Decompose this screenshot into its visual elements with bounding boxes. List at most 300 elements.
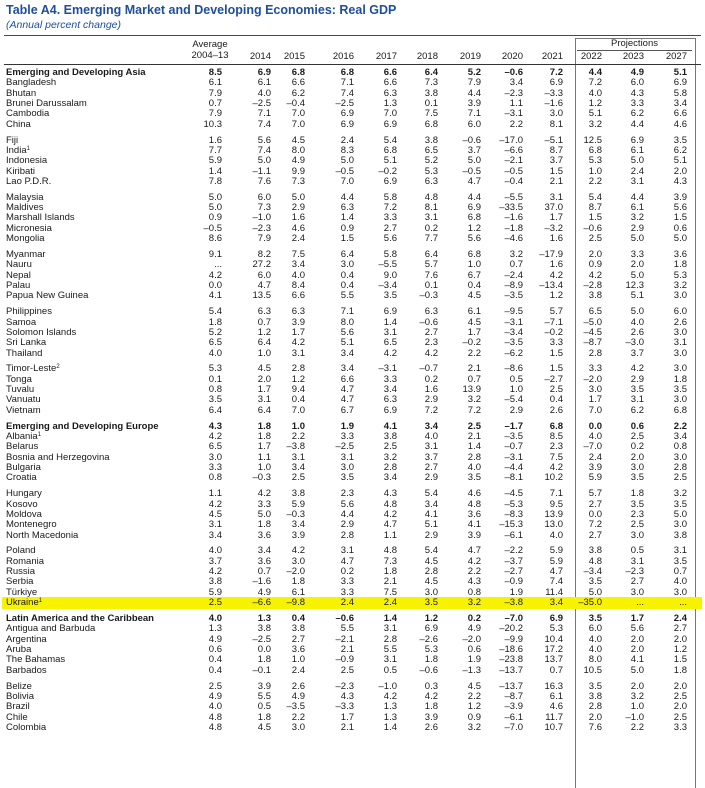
row-value: 0.4: [291, 613, 305, 624]
row-value: 4.5: [291, 134, 305, 146]
row-value: 8.7: [549, 144, 563, 156]
row-value: 3.6: [673, 249, 687, 260]
row-value: 10.5: [583, 664, 602, 676]
row-label: Fiji: [6, 134, 19, 146]
row-value: 5.0: [673, 508, 687, 520]
row-value: 0.9: [588, 259, 602, 271]
row-value: –2.4: [504, 269, 523, 281]
row-value: 2.7: [424, 462, 438, 474]
row-value: 12.5: [583, 134, 602, 146]
row-value: 1.1: [257, 451, 271, 463]
row-value: 5.1: [630, 290, 644, 302]
row-value: 4.4: [630, 191, 644, 203]
year-header-2018: 2018: [416, 51, 438, 62]
row-label: Sri Lanka: [6, 337, 47, 349]
row-value: 3.1: [673, 337, 687, 349]
row-value: 4.0: [257, 87, 271, 99]
row-value: 0.6: [208, 644, 222, 656]
row-value: 7.1: [549, 488, 563, 500]
row-value: 2.2: [630, 721, 644, 733]
row-value: –3.4: [504, 326, 523, 338]
row-label: Croatia: [6, 472, 37, 484]
row-value: 3.5: [673, 384, 687, 396]
header-rule: [4, 64, 701, 65]
row-value: –3.0: [625, 337, 644, 349]
table-row: [0, 120, 705, 130]
row-value: 5.2: [208, 326, 222, 338]
row-label: Albania$^1$: [6, 431, 42, 442]
row-value: 5.4: [383, 134, 397, 146]
row-label: Hungary: [6, 488, 42, 500]
row-value: 4.5: [467, 290, 481, 302]
row-value: 37.0: [544, 202, 563, 214]
row-value: –0.5: [203, 222, 222, 234]
row-value: 1.9: [467, 654, 481, 666]
row-value: 3.0: [630, 586, 644, 598]
row-label: Palau: [6, 280, 31, 292]
row-value: 6.9: [340, 108, 354, 120]
row-value: –8.7: [583, 337, 602, 349]
row-value: 9.5: [549, 498, 563, 510]
row-value: 0.3: [424, 680, 438, 692]
row-value: 7.9: [208, 108, 222, 120]
row-value: 5.4: [208, 306, 222, 318]
row-value: –0.6: [419, 316, 438, 328]
row-value: 4.2: [549, 269, 563, 281]
row-value: 5.8: [383, 191, 397, 203]
row-value: 2.0: [673, 633, 687, 645]
row-value: 3.2: [467, 597, 481, 609]
row-value: 3.3: [630, 98, 644, 110]
row-value: 4.0: [291, 269, 305, 281]
row-value: 4.4: [340, 508, 354, 520]
row-value: ...: [679, 597, 687, 609]
row-value: 2.0: [630, 259, 644, 271]
row-value: 10.2: [544, 472, 563, 484]
row-value: 4.7: [383, 519, 397, 531]
year-header-2021: 2021: [541, 51, 563, 62]
row-value: 6.8: [588, 144, 602, 156]
row-value: 4.5: [257, 721, 271, 733]
row-value: 4.3: [467, 576, 481, 588]
row-value: 16.3: [544, 680, 563, 692]
row-value: 4.2: [257, 488, 271, 500]
row-value: –8.9: [504, 280, 523, 292]
row-value: 7.0: [340, 175, 354, 187]
row-value: 4.0: [673, 576, 687, 588]
row-value: 6.3: [383, 394, 397, 406]
row-value: –0.7: [504, 441, 523, 453]
row-value: 4.8: [208, 721, 222, 733]
row-value: 7.1: [467, 108, 481, 120]
row-value: 0.6: [673, 222, 687, 234]
row-value: 2.7: [424, 326, 438, 338]
row-value: 2.3: [340, 488, 354, 500]
row-value: 7.6: [424, 269, 438, 281]
row-value: 7.2: [588, 519, 602, 531]
row-value: –18.6: [499, 644, 523, 656]
row-value: –1.8: [504, 222, 523, 234]
row-value: 4.5: [257, 363, 271, 375]
row-value: 6.1: [630, 202, 644, 214]
row-value: 3.0: [208, 451, 222, 463]
row-value: 3.3: [383, 212, 397, 224]
row-value: 2.3: [424, 337, 438, 349]
row-value: 3.4: [424, 498, 438, 510]
row-value: 1.4: [208, 165, 222, 177]
row-value: 0.5: [257, 701, 271, 713]
row-value: 11.7: [545, 711, 563, 723]
row-value: –1.6: [252, 576, 271, 588]
row-value: 2.7: [291, 633, 305, 645]
row-value: 7.5: [383, 586, 397, 598]
row-value: 1.6: [291, 212, 305, 224]
row-value: 1.5: [549, 347, 563, 359]
row-value: 6.4: [424, 249, 438, 260]
row-value: –7.0: [583, 441, 602, 453]
row-value: 3.5: [630, 498, 644, 510]
row-value: 5.1: [383, 155, 397, 167]
row-label: Montenegro: [6, 519, 57, 531]
row-value: 2.1: [383, 576, 397, 588]
row-value: 3.6: [257, 529, 271, 541]
row-value: 2.9: [424, 472, 438, 484]
row-value: 1.3: [383, 701, 397, 713]
row-value: 2.1: [549, 175, 563, 187]
row-value: 6.4: [340, 249, 354, 260]
row-value: 4.2: [424, 690, 438, 702]
row-value: 3.2: [383, 451, 397, 463]
row-value: –5.1: [544, 134, 563, 146]
row-value: 6.4: [208, 404, 222, 416]
row-label: Moldova: [6, 508, 42, 520]
row-value: –23.8: [499, 654, 523, 666]
row-value: 6.2: [630, 108, 644, 120]
row-value: 1.4: [340, 212, 354, 224]
row-value: 7.0: [291, 118, 305, 130]
row-value: 5.1: [424, 519, 438, 531]
row-value: 2.8: [383, 633, 397, 645]
row-value: 2.0: [630, 680, 644, 692]
row-value: –0.9: [335, 654, 354, 666]
row-value: 2.6: [549, 404, 563, 416]
row-value: 6.2: [291, 87, 305, 99]
row-value: 3.9: [467, 98, 481, 110]
row-value: 11.4: [545, 586, 563, 598]
row-value: 2.4: [291, 664, 305, 676]
row-value: 4.7: [467, 175, 481, 187]
row-value: 1.7: [340, 711, 354, 723]
row-value: 0.0: [588, 508, 602, 520]
row-value: –1.6: [504, 212, 523, 224]
row-value: 3.8: [424, 134, 438, 146]
row-value: 3.1: [208, 519, 222, 531]
row-value: 6.5: [424, 144, 438, 156]
row-label: Russia: [6, 566, 36, 578]
row-value: 6.2: [673, 144, 687, 156]
row-value: 4.2: [383, 508, 397, 520]
row-value: 4.8: [588, 555, 602, 567]
row-value: 1.1: [208, 488, 222, 500]
row-value: 4.4: [467, 191, 481, 203]
row-value: 1.2: [424, 613, 438, 624]
row-value: 1.8: [257, 519, 271, 531]
row-value: 1.0: [291, 420, 305, 432]
row-value: 6.4: [424, 67, 438, 78]
row-value: 4.2: [630, 363, 644, 375]
row-value: 3.4: [208, 529, 222, 541]
row-value: 3.3: [630, 249, 644, 260]
table-row: [0, 406, 705, 416]
row-value: –3.5: [504, 431, 523, 442]
row-value: 3.1: [291, 347, 305, 359]
row-value: 1.6: [549, 233, 563, 245]
row-label: Vanuatu: [6, 394, 41, 406]
row-value: 3.8: [208, 576, 222, 588]
row-value: –7.1: [544, 316, 563, 328]
average-period: 2004–13: [191, 50, 229, 61]
row-value: 6.9: [383, 175, 397, 187]
row-value: 2.8: [291, 363, 305, 375]
row-value: 2.1: [467, 363, 481, 375]
title-rule: [4, 35, 701, 36]
row-value: 1.8: [424, 701, 438, 713]
row-label: Solomon Islands: [6, 326, 77, 338]
table-row: [0, 531, 705, 541]
row-value: 1.8: [630, 488, 644, 500]
row-value: 0.1: [424, 98, 438, 110]
row-label: Vietnam: [6, 404, 41, 416]
row-value: 7.1: [340, 77, 354, 89]
row-value: 13.9: [544, 508, 563, 520]
average-label: Average: [192, 39, 228, 50]
row-label: Nepal: [6, 269, 31, 281]
row-value: 5.8: [673, 87, 687, 99]
row-value: 4.9: [291, 155, 305, 167]
row-value: 5.0: [208, 191, 222, 203]
row-value: 3.1: [383, 623, 397, 635]
row-value: 3.0: [630, 529, 644, 541]
row-value: 2.6: [291, 680, 305, 692]
row-value: 8.4: [291, 280, 305, 292]
row-value: 8.2: [257, 249, 271, 260]
row-value: 6.4: [257, 337, 271, 349]
row-label: Philippines: [6, 306, 52, 318]
row-value: 27.2: [252, 259, 271, 271]
row-value: 7.5: [424, 108, 438, 120]
table-row: [0, 234, 705, 244]
row-value: –9.5: [504, 306, 523, 318]
row-value: 1.8: [257, 431, 271, 442]
row-value: 2.2: [467, 690, 481, 702]
row-value: –2.0: [462, 633, 481, 645]
row-label: Colombia: [6, 721, 47, 733]
row-value: 4.0: [208, 347, 222, 359]
row-value: 1.8: [208, 316, 222, 328]
row-value: 3.5: [588, 680, 602, 692]
row-label: Argentina: [6, 633, 47, 645]
row-value: 8.0: [340, 316, 354, 328]
row-value: 3.6: [291, 644, 305, 656]
row-value: 1.9: [509, 586, 523, 598]
row-value: –4.6: [504, 233, 523, 245]
row-value: 4.0: [588, 633, 602, 645]
row-value: 1.0: [588, 165, 602, 177]
row-value: 2.9: [291, 202, 305, 214]
row-value: 13.5: [252, 290, 271, 302]
row-value: –8.7: [504, 690, 523, 702]
row-value: –17.9: [539, 249, 563, 260]
row-value: 1.3: [383, 98, 397, 110]
row-value: 7.7: [424, 233, 438, 245]
row-label: Poland: [6, 545, 36, 557]
row-value: 3.7: [467, 144, 481, 156]
row-value: –13.7: [499, 664, 523, 676]
row-value: 8.7: [588, 202, 602, 214]
row-value: 3.4: [340, 347, 354, 359]
row-value: 4.8: [424, 191, 438, 203]
row-value: 5.1: [340, 337, 354, 349]
row-value: –0.2: [462, 337, 481, 349]
row-value: 4.9: [630, 67, 644, 78]
row-value: 6.0: [630, 77, 644, 89]
row-value: –4.4: [504, 462, 523, 474]
row-value: 3.8: [291, 623, 305, 635]
year-header-2017: 2017: [375, 51, 397, 62]
year-header-2020: 2020: [501, 51, 523, 62]
row-value: 5.0: [673, 233, 687, 245]
year-header-2027: 2027: [665, 51, 687, 62]
row-value: –0.9: [504, 576, 523, 588]
row-value: 2.5: [630, 519, 644, 531]
row-value: 8.6: [208, 233, 222, 245]
row-value: –3.5: [504, 290, 523, 302]
row-value: 0.6: [467, 644, 481, 656]
row-value: 7.3: [257, 202, 271, 214]
row-value: 3.5: [467, 472, 481, 484]
row-value: 0.5: [383, 664, 397, 676]
row-value: 6.3: [291, 306, 305, 318]
row-value: 0.1: [424, 280, 438, 292]
row-value: 2.0: [630, 644, 644, 656]
row-label: Emerging and Developing Europe: [6, 420, 159, 432]
row-value: 7.0: [588, 404, 602, 416]
row-value: 6.8: [424, 118, 438, 130]
row-value: –2.2: [504, 545, 523, 557]
row-value: 5.0: [630, 233, 644, 245]
row-value: 6.9: [549, 77, 563, 89]
row-label: The Bahamas: [6, 654, 66, 666]
row-value: 6.2: [630, 404, 644, 416]
row-value: 4.6: [549, 701, 563, 713]
row-value: 0.2: [340, 566, 354, 578]
row-value: 5.9: [291, 498, 305, 510]
row-value: 2.4: [340, 597, 354, 609]
row-value: 6.1: [630, 144, 644, 156]
row-value: 3.7: [630, 347, 644, 359]
row-value: 6.0: [467, 118, 481, 130]
table-row: [0, 349, 705, 359]
row-value: 3.2: [588, 118, 602, 130]
row-value: 6.8: [467, 249, 481, 260]
row-value: 1.2: [467, 222, 481, 234]
row-value: 0.4: [208, 654, 222, 666]
row-value: 7.0: [383, 108, 397, 120]
row-value: 7.5: [549, 451, 563, 463]
row-value: 4.9: [208, 690, 222, 702]
row-value: 0.4: [549, 394, 563, 406]
row-value: 4.3: [208, 420, 222, 432]
row-value: 2.3: [630, 508, 644, 520]
year-header-2014: 2014: [249, 51, 271, 62]
row-value: 7.2: [383, 202, 397, 214]
row-value: 4.4: [588, 67, 602, 78]
row-label: Kosovo: [6, 498, 38, 510]
row-value: 6.5: [208, 441, 222, 453]
row-value: 0.4: [340, 280, 354, 292]
row-label: Cambodia: [6, 108, 50, 120]
row-value: 1.9: [340, 420, 354, 432]
row-value: 5.9: [549, 545, 563, 557]
row-value: 2.2: [467, 566, 481, 578]
row-value: 4.4: [630, 118, 644, 130]
footnote-marker: 1: [26, 145, 30, 152]
row-value: 4.0: [588, 644, 602, 656]
table-row: [0, 489, 705, 499]
row-value: 13.0: [544, 519, 563, 531]
row-value: –0.6: [419, 664, 438, 676]
row-value: 4.1: [424, 508, 438, 520]
footnote-marker: 1: [37, 432, 42, 438]
row-value: 1.2: [673, 644, 687, 656]
row-value: 2.4: [673, 613, 687, 624]
row-label: China: [6, 118, 31, 130]
row-value: 3.3: [549, 337, 563, 349]
row-value: 5.6: [630, 623, 644, 635]
table-row: [0, 598, 705, 608]
row-value: –0.5: [504, 165, 523, 177]
row-value: 1.0: [509, 384, 523, 396]
row-value: 1.5: [588, 212, 602, 224]
row-value: 3.8: [588, 690, 602, 702]
row-value: 4.0: [467, 462, 481, 474]
row-value: 3.5: [630, 472, 644, 484]
row-value: 2.7: [673, 623, 687, 635]
row-value: 2.1: [340, 721, 354, 733]
row-value: 4.7: [340, 394, 354, 406]
row-value: 0.9: [208, 212, 222, 224]
row-value: 4.5: [467, 316, 481, 328]
row-value: 4.5: [424, 555, 438, 567]
row-value: 0.6: [630, 420, 644, 432]
row-value: –0.2: [544, 326, 563, 338]
row-value: 3.5: [588, 613, 602, 624]
row-value: 5.6: [673, 202, 687, 214]
row-value: –35.0: [578, 597, 602, 609]
year-header-2015: 2015: [283, 51, 305, 62]
row-value: 3.9: [467, 529, 481, 541]
row-value: 4.8: [383, 545, 397, 557]
table-title: Table A4. Emerging Market and Developing Economies: Real GDP: [6, 3, 397, 17]
row-label: Marshall Islands: [6, 212, 75, 224]
row-value: 0.2: [467, 613, 481, 624]
row-value: 4.2: [208, 431, 222, 442]
row-value: 5.0: [630, 306, 644, 318]
row-value: –2.3: [625, 566, 644, 578]
row-value: 6.6: [383, 67, 397, 78]
row-value: 3.6: [257, 555, 271, 567]
row-value: 1.8: [257, 711, 271, 723]
